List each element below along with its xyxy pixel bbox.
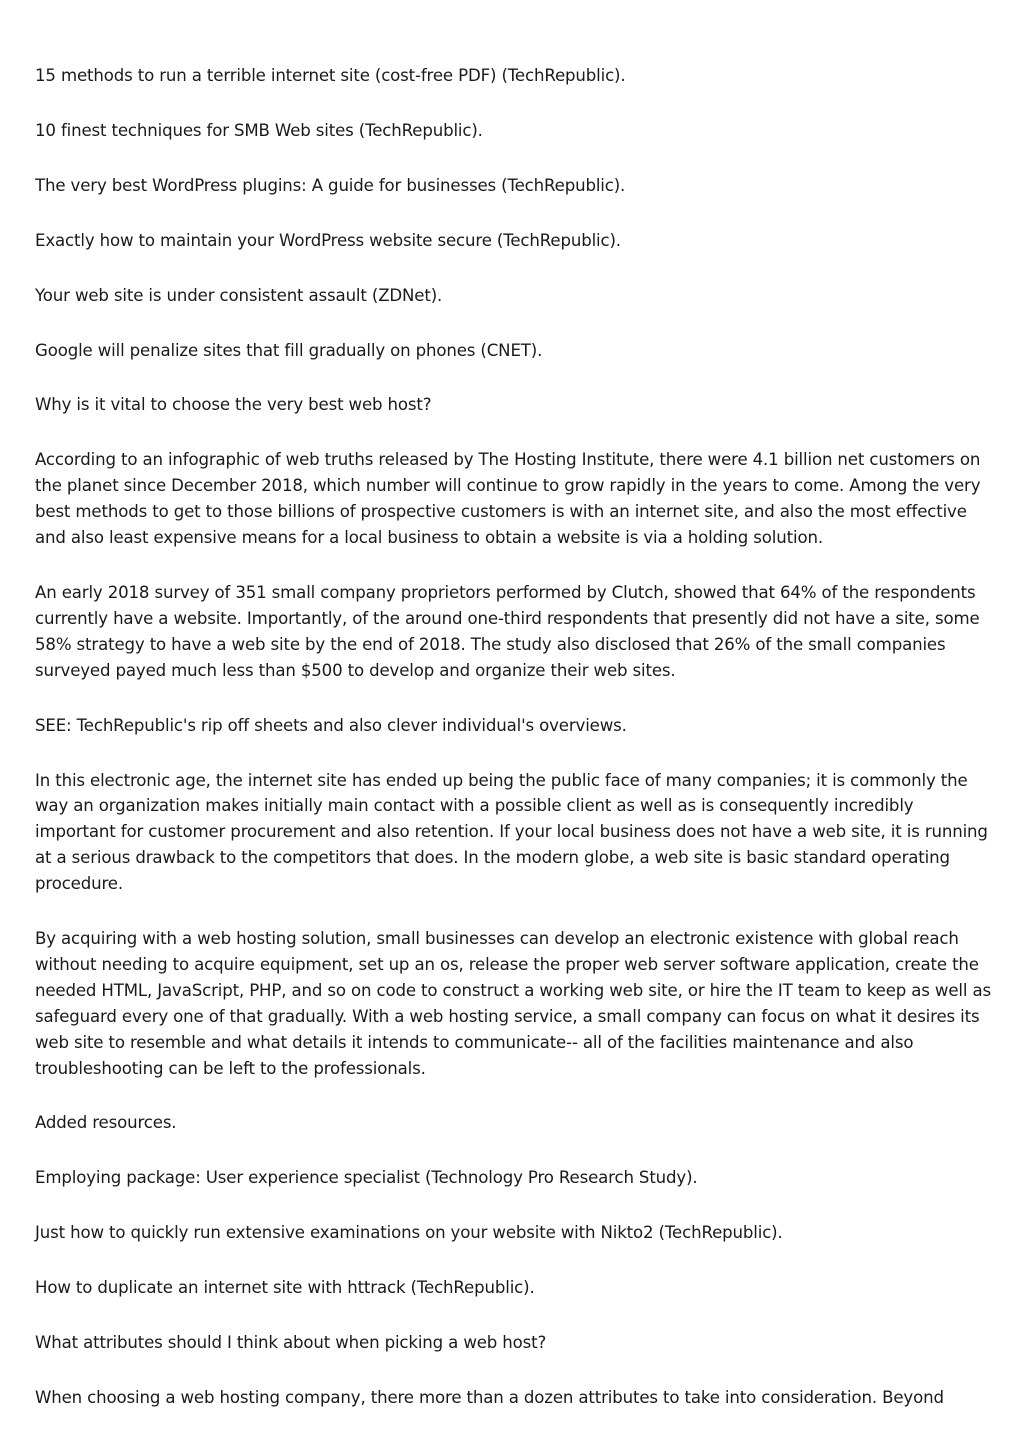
paragraph-link-employing-package: Employing package: User experience specialist (Technology Pro Research Study). xyxy=(35,1168,698,1188)
document-body xyxy=(35,63,993,1440)
paragraph-link-10-techniques: 10 finest techniques for SMB Web sites (TechRepublic). xyxy=(35,120,483,140)
paragraph-link-nikto2: Just how to quickly run extensive examinations on your website with Nikto2 (TechRepublic). xyxy=(35,1223,783,1243)
paragraph-choosing-host: When choosing a web hosting company, there more than a dozen attributes to take into consideration. Beyond xyxy=(35,1388,944,1407)
paragraph-acquiring-hosting: By acquiring with a web hosting solution, small businesses can develop an electronic existence with global reach without needing to acquire equipment, set up an os, release the proper web server software application, create the needed HTML, JavaScript, PHP, and so on code to construct a working web site, or hire the IT team to keep as well as safeguard every one of that gradually. With a web hosting service, a small company can focus on what it desires its web site to resemble and what details it intends to communicate-- all of the facilities maintenance and also troubleshooting can be left to the professionals. xyxy=(35,929,991,1078)
paragraph-link-google-penalize: Google will penalize sites that fill gradually on phones (CNET). xyxy=(35,340,543,360)
section-heading-added-resources: Added resources. xyxy=(35,1113,177,1133)
paragraph-survey: An early 2018 survey of 351 small company proprietors performed by Clutch, showed that 64% of the respondents currently have a website. Importantly, of the around one-third respondents that presently did not have a site, some 58% strategy to have a web site by the end of 2018. The study also disclosed that 26% of the small companies surveyed payed much less than $500 to develop and organize their web sites. xyxy=(35,582,980,680)
paragraph-link-httrack: How to duplicate an internet site with httrack (TechRepublic). xyxy=(35,1278,535,1298)
paragraph-link-wordpress-secure: Exactly how to maintain your WordPress website secure (TechRepublic). xyxy=(35,230,621,250)
section-heading-attributes: What attributes should I think about when picking a web host? xyxy=(35,1333,547,1353)
paragraph-electronic-age: In this electronic age, the internet site has ended up being the public face of many companies; it is commonly the way an organization makes initially main contact with a possible client as well as is consequently incredibly important for customer procurement and also retention. If your local business does not have a web site, it is running at a serious drawback to the competitors that does. In the modern globe, a web site is basic standard operating procedure. xyxy=(35,770,988,894)
paragraph-see-cheat-sheets: SEE: TechRepublic's rip off sheets and also clever individual's overviews. xyxy=(35,715,627,735)
paragraph-infographic: According to an infographic of web truths released by The Hosting Institute, there were 4.1 billion net customers on the planet since December 2018, which number will continue to grow rapidly in the years to come. Among the very best methods to get to those billions of prospective customers is with an internet site, and also the most effective and also least expensive means for a local business to obtain a website is via a holding solution. xyxy=(35,450,981,548)
paragraph-link-wordpress-plugins: The very best WordPress plugins: A guide for businesses (TechRepublic). xyxy=(35,175,626,195)
section-heading-why-web-host: Why is it vital to choose the very best web host? xyxy=(35,395,432,415)
paragraph-link-15-methods: 15 methods to run a terrible internet site (cost-free PDF) (TechRepublic). xyxy=(35,66,626,85)
paragraph-link-under-assault: Your web site is under consistent assault (ZDNet). xyxy=(35,285,443,305)
